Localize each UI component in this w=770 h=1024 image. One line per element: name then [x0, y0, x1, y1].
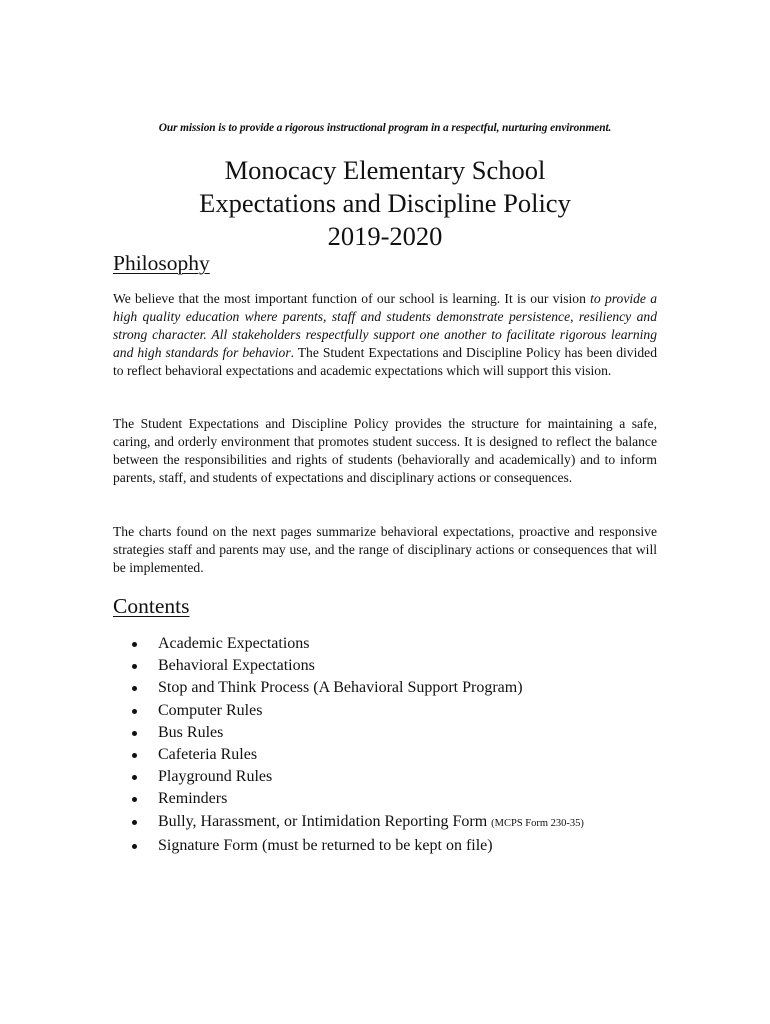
- bullet-icon: [132, 820, 137, 825]
- contents-item-label: Cafeteria Rules: [158, 746, 258, 764]
- contents-item-label: Playground Rules: [158, 768, 273, 786]
- bullet-icon: [132, 664, 137, 669]
- philosophy-paragraph-1: [113, 290, 657, 380]
- contents-item: [132, 655, 584, 677]
- bullet-icon: [132, 797, 137, 802]
- contents-item-label: Academic Expectations: [158, 635, 310, 652]
- paragraph-text: We believe that the most important function of our school is learning. It is our vision: [113, 291, 591, 306]
- contents-item: [132, 766, 584, 788]
- contents-list: [132, 633, 584, 857]
- bullet-icon: [132, 844, 137, 849]
- contents-item-label: Computer Rules: [158, 701, 263, 719]
- contents-item-label: Behavioral Expectations: [158, 657, 315, 675]
- contents-item: [132, 722, 584, 744]
- contents-item-label: Stop and Think Process (A Behavioral Support Program): [158, 679, 523, 697]
- mission-statement: Our mission is to provide a rigorous instructional program in a respectful, nurturing environment.: [158, 122, 612, 134]
- contents-item-label: Reminders: [158, 790, 228, 808]
- bullet-icon: [132, 775, 137, 780]
- philosophy-paragraph-2: The Student Expectations and Discipline Policy provides the structure for maintaining a safe, caring, and orderly environment that promotes student success. It is designed to reflect the balance between the responsibilities and rights of students (behaviorally and academically) and to inform parents, staff, and students of expectations and disciplinary actions or consequences.: [113, 416, 657, 486]
- contents-item: [132, 700, 584, 722]
- bullet-icon: [132, 731, 137, 736]
- contents-item-label: Bus Rules: [158, 723, 224, 741]
- document-title: [0, 154, 770, 253]
- contents-item: [132, 811, 584, 835]
- bullet-icon: [132, 753, 137, 758]
- paragraph-text: . The Student Expectations and Discipline Policy has been divided to reflect behavioral expectations and academic expectations which will support this vision.: [113, 345, 657, 379]
- contents-item: [132, 835, 584, 857]
- school-year: 2019-2020: [327, 221, 443, 251]
- philosophy-paragraph-3: The charts found on the next pages summarize behavioral expectations, proactive and responsive strategies staff and parents may use, and the range of disciplinary actions or consequences that will be implemented.: [113, 524, 657, 576]
- contents-item: [132, 633, 584, 655]
- bullet-icon: [132, 686, 137, 691]
- bullet-icon: [132, 642, 137, 647]
- contents-item: [132, 744, 584, 766]
- bullet-icon: [132, 709, 137, 714]
- form-number-note: (MCPS Form 230-35): [491, 817, 584, 829]
- philosophy-heading: Philosophy: [113, 251, 210, 275]
- vision-statement: to provide a high quality education where parents, staff and students demonstrate persistence, resiliency and strong character. All stakeholders respectfully support one another to facilitate rigorous learning and high standards for behavior: [113, 291, 657, 361]
- school-name: Monocacy Elementary School: [224, 155, 546, 185]
- contents-item: [132, 677, 584, 699]
- contents-item: [132, 788, 584, 810]
- contents-item-label: Bully, Harassment, or Intimidation Reporting Form: [158, 812, 492, 830]
- contents-heading: Contents: [113, 594, 190, 618]
- policy-title: Expectations and Discipline Policy: [199, 188, 571, 218]
- contents-item-label: Signature Form (must be returned to be kept on file): [158, 836, 493, 854]
